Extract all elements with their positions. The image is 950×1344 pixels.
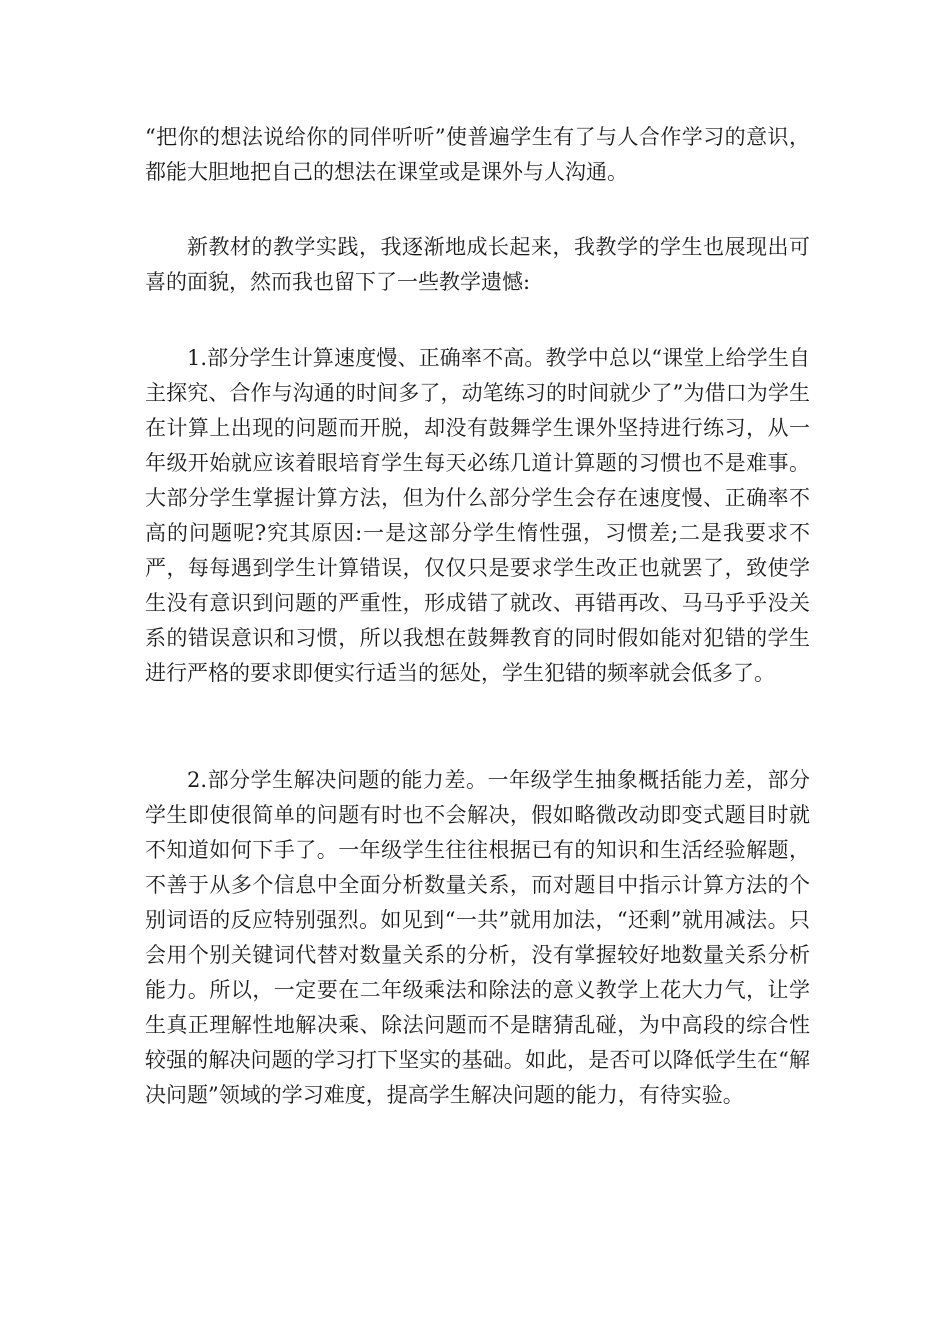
paragraph-calculation-issue: 1.部分学生计算速度慢、正确率不高。教学中总以“课堂上给学生自主探究、合作与沟通的时间多了，动笔练习的时间就少了”为借口为学生在计算上出现的问题而开脱，却没有鼓舞学生课外坚持进行练习，从一年级开始就应该着眼培育学生每天必练几道计算题的习惯也不是难事。大部分学生掌握计算方法，但为什么部分学生会存在速度慢、正确率不高的问题呢?究其原因:一是这部分学生惰性强，习惯差;二是我要求不严，每每遇到学生计算错误，仅仅只是要求学生改正也就罢了，致使学生没有意识到问题的严重性，形成错了就改、再错再改、马马乎乎没关系的错误意识和习惯，所以我想在鼓舞教育的同时假如能对犯错的学生进行严格的要求即便实行适当的惩处，学生犯错的频率就会低多了。: [145, 346, 810, 685]
paragraph-problem-solving-issue: 2.部分学生解决问题的能力差。一年级学生抽象概括能力差，部分学生即使很简单的问题有时也不会解决，假如略微改动即变式题目时就不知道如何下手了。一年级学生往往根据已有的知识和生活经验解题，不善于从多个信息中全面分析数量关系，而对题目中指示计算方法的个别词语的反应特别强烈。如见到“一共”就用加法，“还剩”就用减法。只会用个别关键词代替对数量关系的分析，没有掌握较好地数量关系分析能力。所以，一定要在二年级乘法和除法的意义教学上花大力气，让学生真正理解性地解决乘、除法问题而不是瞎猜乱碰，为中高段的综合性较强的解决问题的学习打下坚实的基础。如此，是否可以降低学生在“解决问题”领域的学习难度，提高学生解决问题的能力，有待实验。: [145, 768, 810, 1107]
paragraph-cooperation: “把你的想法说给你的同伴听听”使普遍学生有了与人合作学习的意识，都能大胆地把自己的想法在课堂或是课外与人沟通。: [145, 125, 810, 184]
paragraph-intro-regrets: 新教材的教学实践，我逐渐地成长起来，我教学的学生也展现出可喜的面貌，然而我也留下了一些教学遗憾:: [145, 235, 810, 294]
